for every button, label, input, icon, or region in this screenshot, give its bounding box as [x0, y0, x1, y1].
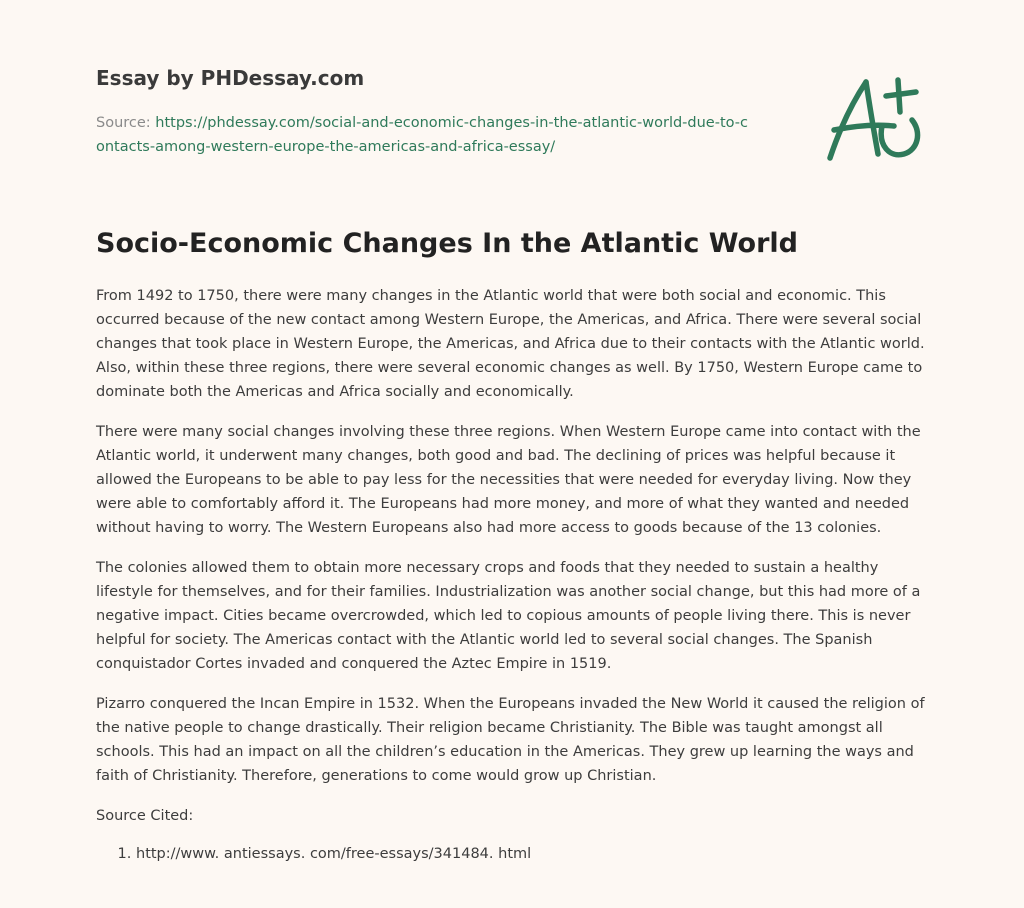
- source-link[interactable]: https://phdessay.com/social-and-economic-changes-in-the-atlantic-world-due-to-contacts-among-western-europe-the-americas-and-africa-essay/: [96, 115, 748, 155]
- sources-cited-label: Source Cited:: [96, 808, 194, 824]
- source-label: Source:: [96, 115, 151, 131]
- essay-paragraph-1: From 1492 to 1750, there were many changes in the Atlantic world that were both social and economic. This occurred because of the new contact among Western Europe, the Americas, and Africa. There were several social changes that took place in Western Europe, the Americas, and Africa due to their contacts with the Atlantic world. Also, within these three regions, there were several economic changes as well. By 1750, Western Europe came to dominate both the Americas and Africa socially and economically.: [96, 288, 925, 400]
- site-title: Essay by PHDessay.com: [96, 66, 365, 90]
- essay-paragraph-3: The colonies allowed them to obtain more necessary crops and foods that they needed to sustain a healthy lifestyle for themselves, and for their families. Industrialization was another social change, but this had more of a negative impact. Cities became overcrowded, which led to copious amounts of people living there. This is never helpful for society. The Americas contact with the Atlantic world led to several social changes. The Spanish conquistador Cortes invaded and conquered the Aztec Empire in 1519.: [96, 560, 921, 672]
- a-plus-grade-icon: [820, 68, 930, 164]
- source-citation: 1. http://www. antiessays. com/free-essays/341484. html: [136, 842, 928, 866]
- sources-cited-list: [96, 842, 928, 866]
- essay-paragraph-4: Pizarro conquered the Incan Empire in 1532. When the Europeans invaded the New World it caused the religion of the native people to change drastically. Their religion became Christianity. The Bible was taught amongst all schools. This had an impact on all the children’s education in the Americas. They grew up learning the ways and faith of Christianity. Therefore, generations to come would grow up Christian.: [96, 696, 925, 784]
- source-line: [96, 111, 756, 159]
- essay-title: Socio-Economic Changes In the Atlantic World: [96, 228, 798, 259]
- essay-body: [96, 284, 928, 866]
- essay-paragraph-2: There were many social changes involving these three regions. When Western Europe came into contact with the Atlantic world, it underwent many changes, both good and bad. The declining of prices was helpful because it allowed the Europeans to be able to pay less for the necessities that were needed for everyday living. Now they were able to comfortably afford it. The Europeans had more money, and more of what they wanted and needed without having to worry. The Western Europeans also had more access to goods because of the 13 colonies.: [96, 424, 921, 536]
